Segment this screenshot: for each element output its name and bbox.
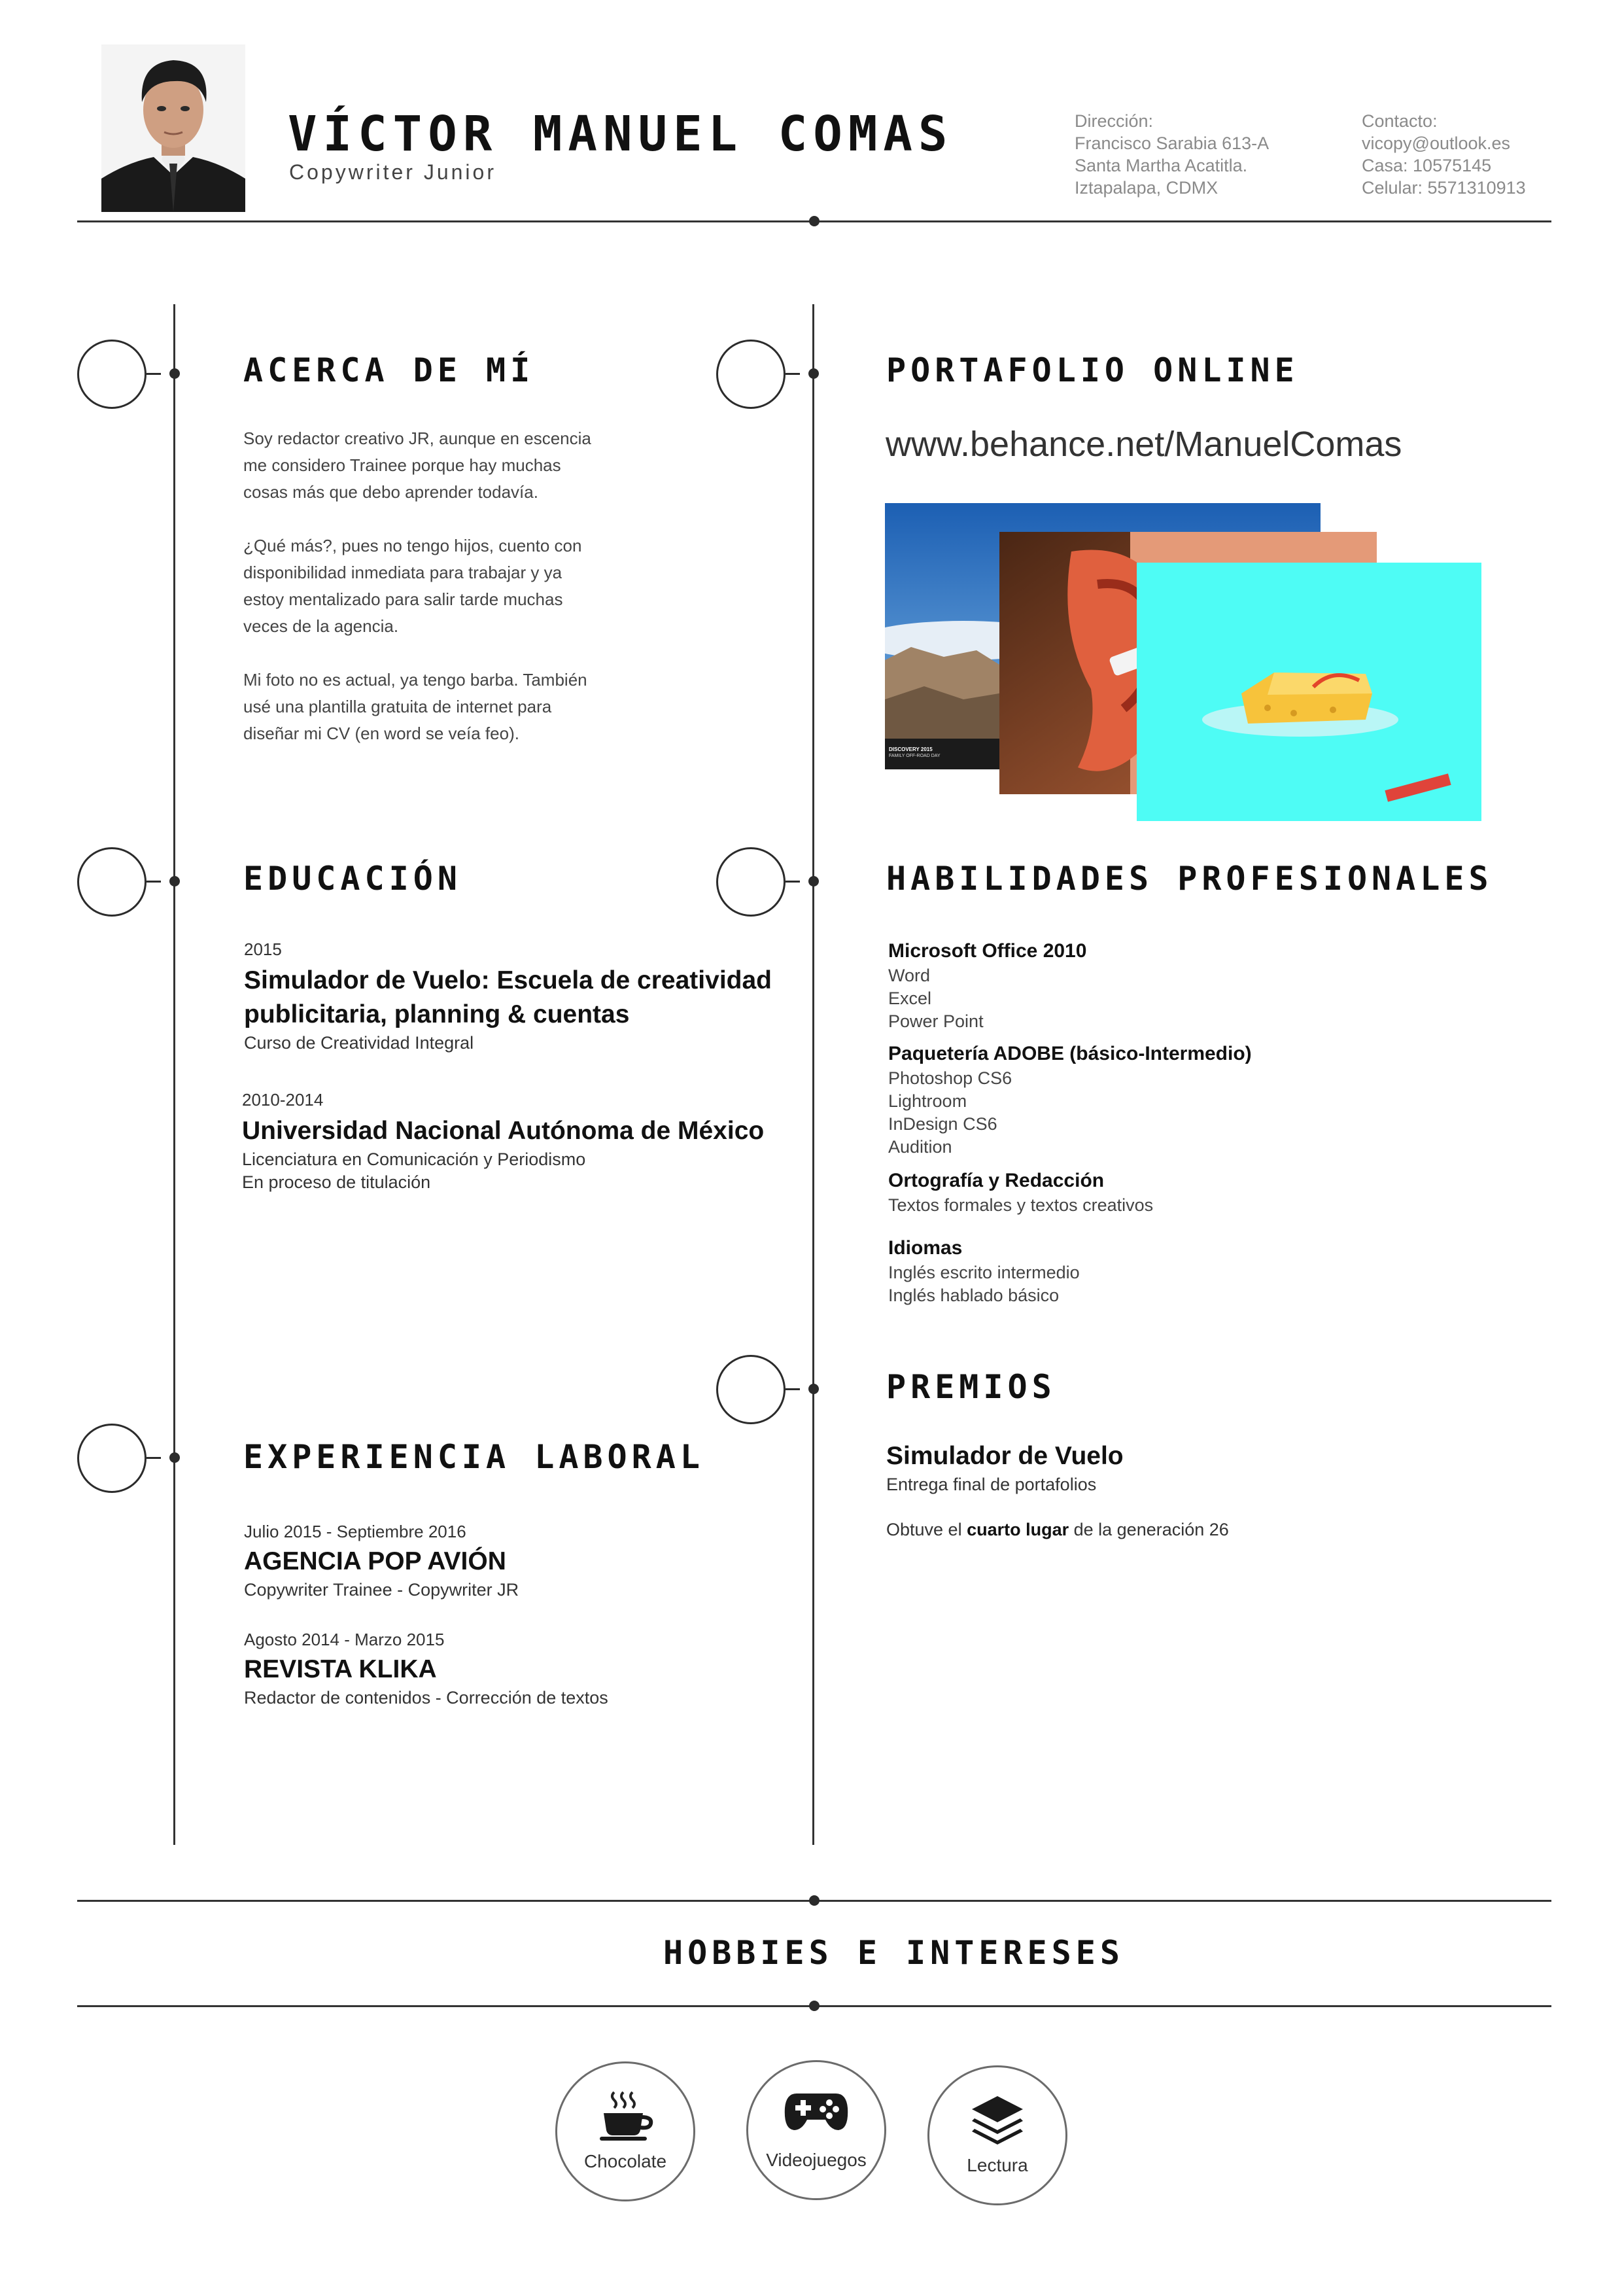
experience-dates: Julio 2015 - Septiembre 2016 [244,1522,466,1541]
about-line: diseñar mi CV (en word se veía feo). [243,724,519,743]
divider-dot [809,216,820,226]
skill-item: InDesign CS6 [888,1114,997,1134]
skill-item: Excel [888,989,932,1008]
experience-company: AGENCIA POP AVIÓN [244,1547,506,1575]
section-tick [147,373,161,375]
about-line: me considero Trainee porque hay muchas [243,455,561,475]
skill-item: Inglés escrito intermedio [888,1263,1080,1282]
education-name: Universidad Nacional Autónoma de México [242,1117,765,1145]
section-tick [147,881,161,883]
awards-title: PREMIOS [886,1368,1056,1406]
skill-item: Audition [888,1137,952,1157]
skills-title: HABILIDADES PROFESIONALES [886,860,1493,898]
education-detail: Curso de Creatividad Integral [244,1033,474,1053]
timeline-dot [169,876,180,886]
education-title: EDUCACIÓN [243,860,462,898]
skill-group [888,1168,1252,1217]
hobby-chocolate [555,2061,695,2201]
education-detail: Licenciatura en Comunicación y Periodismo [242,1149,586,1169]
section-ring [716,340,786,409]
about-line: disponibilidad inmediata para trabajar y ya [243,563,562,582]
award-result [886,1518,1229,1541]
award-item [886,1439,1229,1541]
hobby-label: Chocolate [583,2151,667,2171]
skill-item: Textos formales y textos creativos [888,1195,1154,1215]
skill-item: Word [888,966,931,985]
experience-dates: Agosto 2014 - Marzo 2015 [244,1630,445,1649]
education-year: 2015 [244,939,282,959]
hobby-label: Lectura [967,2155,1028,2175]
timeline-dot [169,1452,180,1463]
contact-cell-phone: Celular: 5571310913 [1362,178,1526,198]
section-ring [77,1424,147,1493]
thumb-caption: FAMILY OFF-ROAD DAY [889,754,941,758]
thumb-caption: DISCOVERY 2015 [889,746,933,752]
candidate-name: VÍCTOR MANUEL COMAS [288,106,954,162]
contact-home-phone: Casa: 10575145 [1362,156,1492,175]
about-line: cosas más que debo aprender todavía. [243,482,538,502]
portfolio-link[interactable]: www.behance.net/ManuelComas [886,425,1402,464]
about-line: estoy mentalizado para salir tarde muchas [243,589,563,609]
contact-email[interactable]: vicopy@outlook.es [1362,133,1511,153]
hobby-label: Videojuegos [766,2150,867,2170]
skill-item: Power Point [888,1011,984,1031]
skill-item: Photoshop CS6 [888,1068,1012,1088]
contact-label: Contacto: [1362,111,1438,131]
section-ring [77,340,147,409]
about-line: usé una plantilla gratuita de internet para [243,697,552,716]
experience-item [244,1522,519,1602]
about-text [243,425,591,747]
about-title: ACERCA DE MÍ [243,351,535,389]
award-detail: Entrega final de portafolios [886,1475,1097,1494]
portfolio-title: PORTAFOLIO ONLINE [886,351,1299,389]
center-timeline [812,304,814,1845]
address-block [1075,110,1269,199]
address-line: Santa Martha Acatitla. [1075,156,1248,175]
skill-group [888,1235,1252,1307]
section-tick [786,881,800,883]
skill-heading: Paquetería ADOBE (básico-Intermedio) [888,1043,1252,1064]
award-result-text: de la generación 26 [1069,1520,1229,1539]
skill-heading: Microsoft Office 2010 [888,940,1087,962]
hobbies-title: HOBBIES E INTERESES [663,1934,1124,1972]
layers-icon [929,2094,1065,2148]
divider-dot [809,1895,820,1906]
skill-heading: Idiomas [888,1237,963,1259]
coffee-cup-icon [557,2090,693,2142]
award-result-text: Obtuve el [886,1520,967,1539]
education-name: publicitaria, planning & cuentas [244,1000,630,1028]
experience-role: Copywriter Trainee - Copywriter JR [244,1580,519,1600]
about-line: ¿Qué más?, pues no tengo hijos, cuento con [243,536,582,555]
education-year: 2010-2014 [242,1090,324,1110]
skill-item: Inglés hablado básico [888,1286,1060,1305]
contact-block [1362,110,1526,199]
section-tick [786,373,800,375]
timeline-dot [808,1384,819,1394]
address-line: Francisco Sarabia 613-A [1075,133,1270,153]
education-detail: En proceso de titulación [242,1172,431,1192]
education-item [242,1090,764,1194]
gamepad-icon [748,2088,884,2134]
education-item [244,939,772,1055]
address-line: Iztapalapa, CDMX [1075,178,1218,198]
divider-dot [809,2001,820,2011]
experience-title: EXPERIENCIA LABORAL [243,1438,704,1476]
about-line: veces de la agencia. [243,616,399,636]
about-line: Mi foto no es actual, ya tengo barba. También [243,670,587,690]
candidate-role: Copywriter Junior [289,160,496,184]
hobby-videogames [746,2060,886,2200]
experience-role: Redactor de contenidos - Corrección de textos [244,1688,608,1708]
timeline-dot [808,368,819,379]
experience-item [244,1630,608,1709]
skill-group [888,938,1252,1033]
portfolio-thumb-sponge[interactable] [1137,563,1481,821]
timeline-dot [169,368,180,379]
experience-company: REVISTA KLIKA [244,1655,437,1683]
skill-heading: Ortografía y Redacción [888,1170,1105,1191]
profile-photo [101,44,245,212]
skill-group [888,1041,1252,1159]
about-line: Soy redactor creativo JR, aunque en escencia [243,429,591,448]
section-tick [786,1388,800,1390]
left-timeline [173,304,175,1845]
skills-list [888,938,1252,1307]
section-ring [77,847,147,917]
section-ring [716,847,786,917]
section-ring [716,1355,786,1424]
timeline-dot [808,876,819,886]
education-name: Simulador de Vuelo: Escuela de creatividad [244,966,772,994]
hobby-reading [927,2065,1067,2205]
section-tick [147,1457,161,1459]
award-result-highlight: cuarto lugar [967,1520,1069,1539]
award-name: Simulador de Vuelo [886,1442,1124,1470]
skill-item: Lightroom [888,1091,967,1111]
address-label: Dirección: [1075,111,1154,131]
